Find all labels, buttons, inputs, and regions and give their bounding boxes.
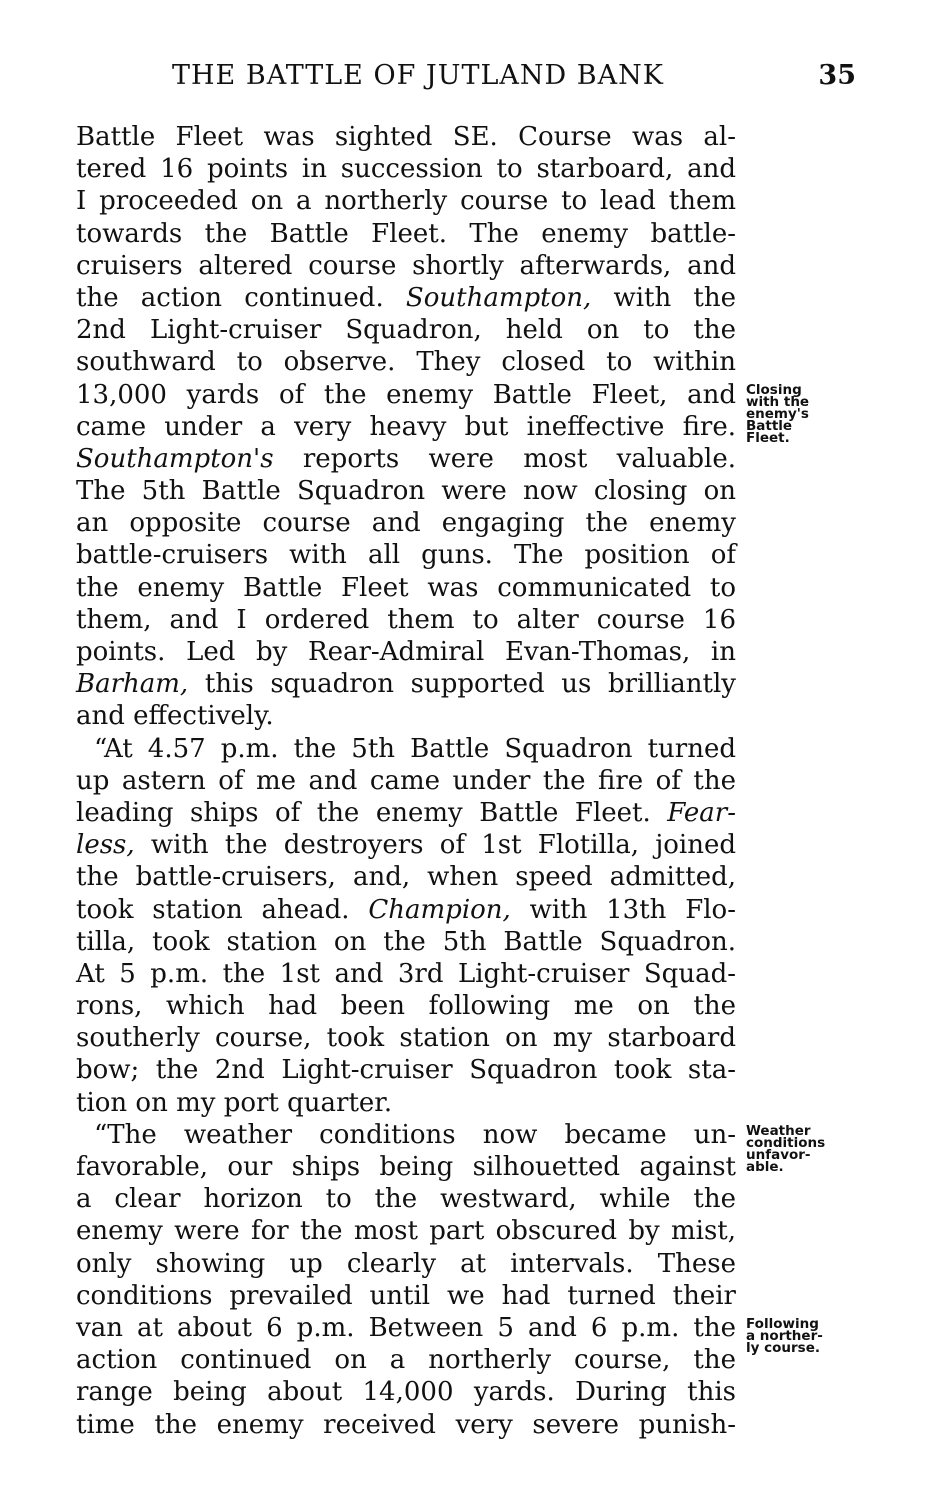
text-line: and effectively. bbox=[76, 701, 274, 732]
text-line: an opposite course and engaging the enemy bbox=[76, 508, 736, 539]
text-line: a clear horizon to the westward, while the bbox=[76, 1184, 736, 1215]
ship-name: Southampton's bbox=[76, 443, 274, 474]
text-line: cruisers altered course shortly afterwards, and bbox=[76, 250, 736, 281]
side-note-weather: Weather conditions unfavor- able. bbox=[746, 1123, 826, 1175]
text-line: Barham, this squadron supported us brilliantly bbox=[76, 669, 737, 700]
running-header bbox=[76, 60, 856, 100]
page-number: 35 bbox=[818, 60, 856, 91]
text-line: Southampton's reports were most valuable. bbox=[76, 443, 737, 474]
text-line: southward to observe. They closed to within bbox=[76, 347, 736, 378]
text-line: 13,000 yards of the enemy Battle Fleet, and bbox=[76, 379, 736, 410]
text-line: came under a very heavy but ineffective fire. bbox=[76, 411, 736, 442]
text-line: up astern of me and came under the fire of the bbox=[76, 765, 736, 796]
text-line: only showing up clearly at intervals. These bbox=[76, 1248, 736, 1279]
ship-name: Champion, bbox=[368, 894, 511, 925]
text-line: van at about 6 p.m. Between 5 and 6 p.m. the bbox=[76, 1312, 736, 1343]
text-line: rons, which had been following me on the bbox=[76, 991, 736, 1022]
running-title: THE BATTLE OF JUTLAND BANK bbox=[172, 60, 664, 91]
text-line: conditions prevailed until we had turned their bbox=[76, 1280, 736, 1311]
text-line: 2nd Light-cruiser Squadron, held on to the bbox=[76, 315, 736, 346]
text-line: action continued on a northerly course, the bbox=[76, 1345, 736, 1376]
text-line: “The weather conditions now became un- bbox=[94, 1119, 736, 1150]
side-note-closing: Closing with the enemy's Battle Fleet. bbox=[746, 382, 810, 446]
text-line: less, with the destroyers of 1st Flotilla, joined bbox=[76, 830, 737, 861]
body-text bbox=[76, 121, 736, 1441]
text-line: I proceeded on a northerly course to lead them bbox=[76, 186, 736, 217]
text-line: them, and I ordered them to alter course 16 bbox=[76, 604, 736, 635]
ship-name: Barham, bbox=[76, 669, 189, 700]
text-line: time the enemy received very severe punish- bbox=[76, 1409, 736, 1440]
text-line: At 5 p.m. the 1st and 3rd Light-cruiser Squad- bbox=[76, 958, 736, 989]
text-line: tilla, took station on the 5th Battle Squadron. bbox=[76, 926, 736, 957]
text-line: the action continued. Southampton, with the bbox=[76, 282, 736, 313]
text-line: favorable, our ships being silhouetted against bbox=[76, 1152, 736, 1182]
text-line: the enemy Battle Fleet was communicated to bbox=[76, 572, 736, 603]
text-line: points. Led by Rear-Admiral Evan-Thomas, in bbox=[76, 637, 736, 667]
text-line: tion on my port quarter. bbox=[76, 1087, 393, 1118]
text-line: “At 4.57 p.m. the 5th Battle Squadron turned bbox=[94, 733, 736, 764]
text-line: towards the Battle Fleet. The enemy battle- bbox=[76, 218, 736, 249]
text-line: battle-cruisers with all guns. The position of bbox=[76, 540, 736, 571]
ship-name: Southampton, bbox=[405, 282, 592, 313]
text-line: the battle-cruisers, and, when speed admitted, bbox=[76, 862, 736, 893]
text-line: range being about 14,000 yards. During this bbox=[76, 1377, 736, 1408]
text-line: southerly course, took station on my starboard bbox=[76, 1023, 736, 1054]
text-line: took station ahead. Champion, with 13th Flo- bbox=[76, 894, 736, 925]
text-line: Battle Fleet was sighted SE. Course was al- bbox=[76, 122, 736, 152]
text-line: enemy were for the most part obscured by mist, bbox=[76, 1216, 736, 1247]
text-line: leading ships of the enemy Battle Fleet. Fear- bbox=[76, 797, 737, 828]
ship-name: less, bbox=[76, 830, 135, 861]
text-line: bow; the 2nd Light-cruiser Squadron took sta- bbox=[76, 1055, 736, 1086]
text-line: The 5th Battle Squadron were now closing on bbox=[76, 476, 736, 507]
ship-name: Fear- bbox=[667, 797, 737, 828]
text-line: tered 16 points in succession to starboard, and bbox=[76, 154, 736, 185]
side-note-following: Following a norther- ly course. bbox=[746, 1316, 823, 1356]
